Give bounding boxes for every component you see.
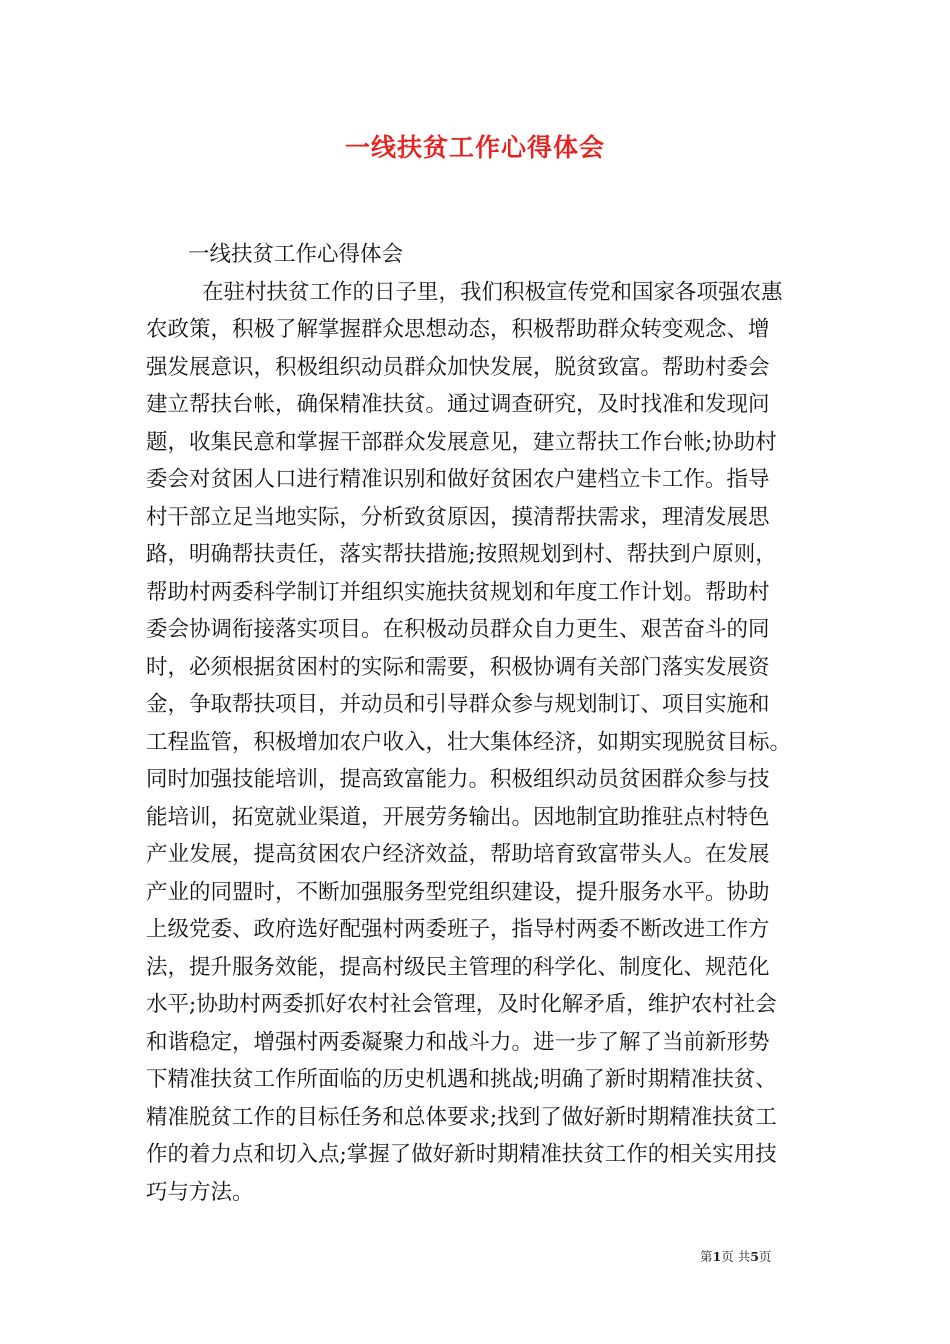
total-pages-number: 5 [750,1249,759,1264]
paragraph-line: 作的着力点和切入点;掌握了做好新时期精准扶贫工作的相关实用技 [146,1142,777,1167]
footer-middle: 页 共 [721,1249,751,1264]
current-page-number: 1 [712,1249,722,1264]
paragraph-line: 下精准扶贫工作所面临的历史机遇和挑战;明确了新时期精准扶贫、 [146,1067,777,1092]
paragraph-line: 同时加强技能培训，提高致富能力。积极组织动员贫困群众参与技 [146,767,770,792]
paragraph-line: 帮助村两委科学制订并组织实施扶贫规划和年度工作计划。帮助村 [146,579,770,605]
paragraph-line: 工程监管，积极增加农户收入，壮大集体经济，如期实现脱贫目标。 [146,729,792,755]
paragraph-line: 水平;协助村两委抓好农村社会管理，及时化解矛盾，维护农村社会 [146,992,777,1017]
paragraph-line: 巧与方法。 [146,1179,254,1205]
paragraph-line: 和谐稳定，增强村两委凝聚力和战斗力。进一步了解了当前新形势 [146,1029,770,1055]
paragraph-line: 时，必须根据贫困村的实际和需要，积极协调有关部门落实发展资 [146,654,770,680]
page-footer [700,1247,820,1265]
paragraph-line: 委会协调衔接落实项目。在积极动员群众自力更生、艰苦奋斗的同 [146,617,770,642]
paragraph-line: 路，明确帮扶责任，落实帮扶措施;按照规划到村、帮扶到户原则， [146,542,777,567]
paragraph-line: 法，提升服务效能，提高村级民主管理的科学化、制度化、规范化 [146,954,770,980]
paragraph-line: 农政策，积极了解掌握群众思想动态，积极帮助群众转变观念、增 [146,317,770,342]
footer-prefix: 第 [700,1249,713,1264]
paragraph-line: 精准脱贫工作的目标任务和总体要求;找到了做好新时期精准扶贫工 [146,1104,777,1130]
document-body [146,236,821,1211]
paragraph-line: 委会对贫困人口进行精准识别和做好贫困农户建档立卡工作。指导 [146,467,770,492]
paragraph-line: 能培训，拓宽就业渠道，开展劳务输出。因地制宜助推驻点村特色 [146,804,770,830]
footer-suffix: 页 [758,1249,772,1264]
paragraph-line: 强发展意识，积极组织动员群众加快发展，脱贫致富。帮助村委会 [146,354,770,380]
paragraph-line: 上级党委、政府选好配强村两委班子，指导村两委不断改进工作方 [146,917,770,942]
paragraph-line: 建立帮扶台帐，确保精准扶贫。通过调查研究，及时找准和发现问 [146,392,770,417]
paragraph-line: 金，争取帮扶项目，并动员和引导群众参与规划制订、项目实施和 [146,692,770,717]
paragraph-line: 村干部立足当地实际，分析致贫原因，摸清帮扶需求，理清发展思 [146,504,770,530]
document-title: 一线扶贫工作心得体会 [344,133,605,162]
document-subtitle: 一线扶贫工作心得体会 [188,242,404,267]
paragraph-line: 产业发展，提高贫困农户经济效益，帮助培育致富带头人。在发展 [146,842,770,867]
paragraph-line: 产业的同盟时，不断加强服务型党组织建设，提升服务水平。协助 [146,879,770,905]
paragraph-line: 在驻村扶贫工作的日子里，我们积极宣传党和国家各项强农惠 [202,279,783,305]
paragraph-line: 题，收集民意和掌握干部群众发展意见，建立帮扶工作台帐;协助村 [146,429,777,455]
